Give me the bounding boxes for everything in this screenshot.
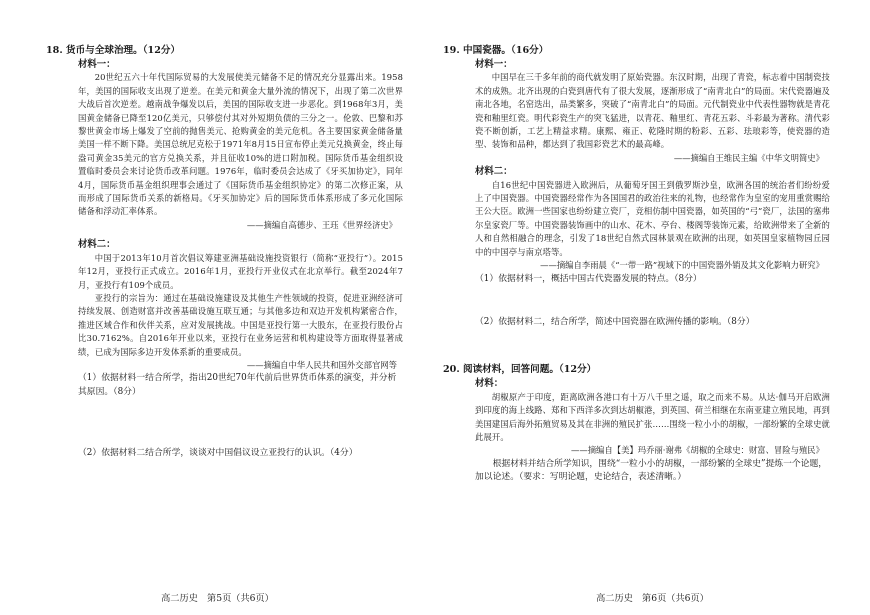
q18-material1-label: 材料一： (78, 59, 116, 70)
q18-material1-text: 20世纪五六十年代国际贸易的大发展使美元储备不足的情况充分显露出来。1958年，美国的国际收支出现了逆差。在美元和黄金大量外流的情况下，出现了第二次世界大战后首次逆差。越南战争爆发以后，美国的国际收支进一步恶化。到1968年3月，美国黄金储备已降至120亿美元，只够偿付其对外短期负债的三分之一。伦敦、巴黎和苏黎世黄金市场上爆发了空前的抛售美元、抢购黄金的美元危机。各主要国家黄金储备量美国一样不断下降。美国总统尼克松于1971年8月15日宣布停止美元兑换黄金，终止每盎司黄金35美元的官方兑换关系，并且征收10%的进口附加税。国际货币基金组织设置临时委员会来讨论货币改革问题。1976年，临时委员会达成了《牙买加协定》，同年4月，国际货币基金组织理事会通过了《国际货币基金组织协定》的第二次修正案，从而形成了国际货币关系的新格局。《牙买加协定》后的国际货币体系形成了多元化国际储备和浮动汇率体系。 (78, 72, 403, 217)
answer-space (463, 329, 830, 363)
right-page (435, 0, 870, 615)
q19-subquestion-2: （2）依据材料二，结合所学，简述中国瓷器在欧洲传播的影响。（8分） (475, 316, 755, 327)
answer-space (66, 399, 403, 447)
page-footer-left: 高二历史 第5页（共6页） (161, 593, 274, 604)
question-20-title: 20. 阅读材料，回答问题。（12分） (443, 364, 597, 376)
question-19-title: 19. 中国瓷器。（16分） (443, 45, 549, 56)
q19-subquestion-1: （1）依据材料一，概括中国古代瓷器发展的特点。（8分） (475, 273, 702, 284)
q20-task: 根据材料并结合所学知识，围绕“一粒小小的胡椒，一部纷繁的全球史”提炼一个论题，加以论述。（要求：写明论题，史论结合，表述清晰。） (475, 458, 828, 483)
q19-material2-source: ——摘编自李雨晨《“一带一路”视域下的中国瓷器外销及其文化影响力研究》 (540, 260, 824, 271)
q18-material2-label: 材料二： (78, 239, 116, 251)
q18-material2-source: ——摘编自中华人民共和国外交部官网等 (246, 359, 397, 370)
q19-material1-label: 材料一： (475, 59, 513, 70)
q19-material2-text: 自16世纪中国瓷器进入欧洲后，从葡萄牙国王到俄罗斯沙皇，欧洲各国的统治者们纷纷爱上了中国瓷器。中国瓷器经常作为各国国君的政治往来的礼物，也经常作为皇室的宠用重赏赐给王公大臣。欧洲一些国家也纷纷建立瓷厂，竞相仿制中国瓷器，如英国的“弓”瓷厂，法国的塞弗尔皇家瓷厂等。中国瓷器装饰画中的山水、花木、亭台、楼阁等装饰元素，给欧洲带来了全新的人和自然相融合的理念，引发了18世纪自然式园林景观在欧洲的出现，如英国皇家植物园丘园中的中国亭与南京塔等。 (475, 179, 830, 257)
q18-material2-text1: 中国于2013年10月首次倡议筹建亚洲基础设施投资银行（简称“亚投行”）。2015年12月，亚投行正式成立。2016年1月，亚投行开业仪式在北京举行。截至2024年7月，亚投行有109个成员。 (78, 252, 403, 290)
answer-space (463, 286, 830, 316)
q18-material2-text2: 亚投行的宗旨为：通过在基础设施建设及其他生产性领域的投资，促进亚洲经济可持续发展、创造财富并改善基础设施互联互通；与其他多边和双边开发机构紧密合作，推进区域合作和伙伴关系，应对发展挑战。中国是亚投行第一大股东，在亚投行股份占比30.7162%。自2016年开业以来，亚投行在业务运营和机构建设等方面取得显著成绩，已成为国际多边开发体系新的重要成员。 (78, 292, 403, 357)
q18-subquestion-2: （2）依据材料二结合所学，谈谈对中国倡议设立亚投行的认识。（4分） (78, 448, 358, 459)
q18-subquestion-1: （1）依据材料一结合所学，指出20世纪70年代前后世界货币体系的演变，并分析其原因。（8分） (78, 373, 397, 397)
q18-material1-source: ——摘编自高德步、王珏《世界经济史》 (246, 219, 397, 230)
q20-material-source: ——摘编自【美】玛乔丽·谢弗《胡椒的全球史：财富、冒险与殖民》 (571, 445, 824, 456)
q19-material1-text: 中国早在三千多年前的商代就发明了原始瓷器。东汉时期，出现了青瓷，标志着中国制瓷技术的成熟。北齐出现的白瓷到唐代有了很大发展，逐渐形成了“南青北白”的局面。宋代瓷器遍及南北各地，名窑迭出，品类繁多，突破了“南青北白”的局面。元代制瓷业中代表性器物就是青花瓷和釉里红瓷。明代彩瓷生产的突飞猛进，以青花、釉里红、青花五彩、斗彩最为著称。清代彩瓷不断创新，工艺上精益求精。康熙、雍正、乾隆时期的粉彩、五彩、珐琅彩等，使瓷器的造型、装饰和品种，都达到了我国彩瓷艺术的最高峰。 (475, 72, 830, 150)
page-footer-right: 高二历史 第6页（共6页） (596, 593, 709, 604)
q19-material2-label: 材料二： (475, 166, 513, 178)
q19-material1-source: ——摘编自王维民主编《中华文明简史》 (673, 152, 824, 163)
q20-material-text: 胡椒原产于印度，距离欧洲各港口有十万八千里之遥，取之而来不易。从达·伽马开启欧洲到印度的海上线路、郑和下西洋多次到达胡椒港，到英国、荷兰相继在东南亚建立殖民地，再到美国建国后海外拓殖贸易及其在非洲的殖民扩张……围绕一粒小小的胡椒，一部纷繁的全球史就此展开。 (475, 391, 830, 442)
q20-material-label: 材料： (475, 378, 504, 390)
question-18-title: 18. 货币与全球治理。（12分） (46, 45, 181, 56)
